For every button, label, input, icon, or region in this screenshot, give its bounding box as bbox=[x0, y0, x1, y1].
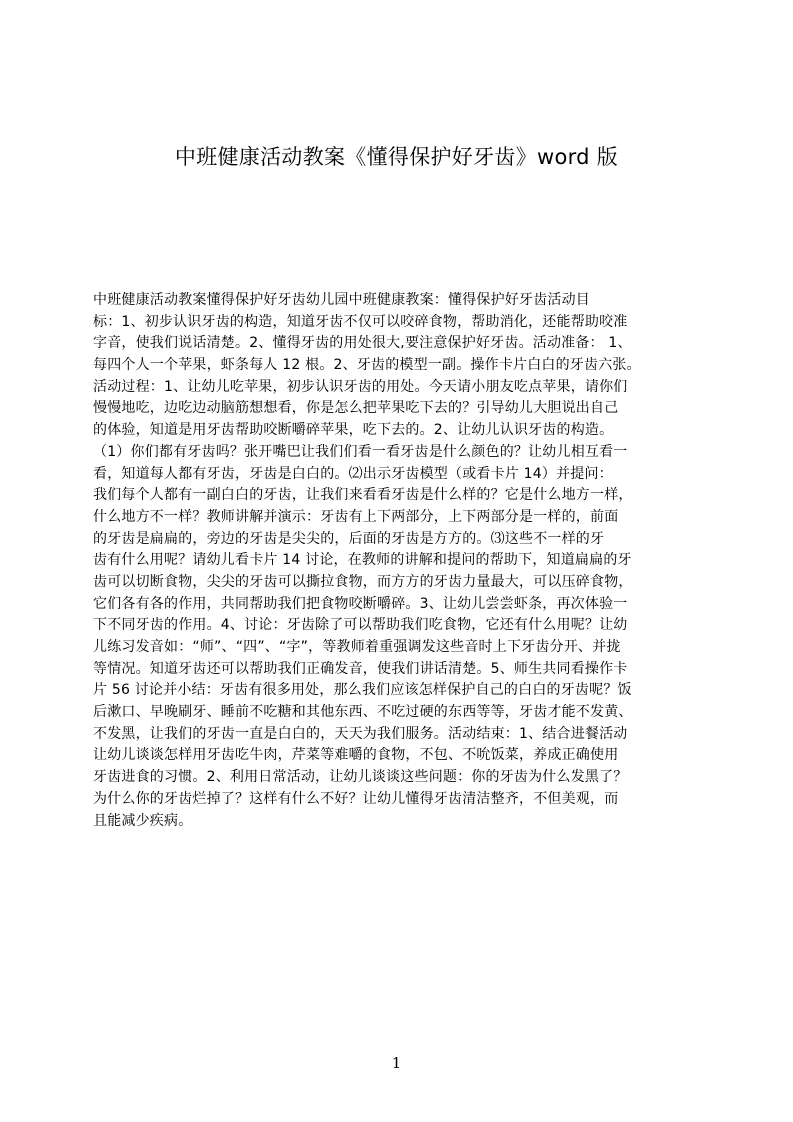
body-line: 齿可以切断食物，尖尖的牙齿可以撕拉食物，而方方的牙齿力量最大，可以压碎食物， bbox=[93, 573, 633, 590]
body-line: 让幼儿谈谈怎样用牙齿吃牛肉，芹菜等难嚼的食物，不包、不吮饭菜，养成正确使用 bbox=[93, 747, 619, 764]
body-line: 什么地方不一样？教师讲解并演示：牙齿有上下两部分，上下两部分是一样的，前面 bbox=[93, 508, 619, 525]
body-line: 且能减少疾病。 bbox=[93, 812, 193, 829]
body-line: 它们各有各的作用，共同帮助我们把食物咬断嚼碎。3、让幼儿尝尝虾条，再次体验一 bbox=[93, 595, 628, 612]
body-line: 字音，使我们说话清楚。2、懂得牙齿的用处很大,要注意保护好牙齿。活动准备： 1、 bbox=[93, 335, 632, 352]
body-line: 牙齿进食的习惯。2、利用日常活动，让幼儿谈谈这些问题：你的牙齿为什么发黑了？ bbox=[93, 769, 628, 786]
body-line: 儿练习发音如：“师”、“四”、“字”，等教师着重强调发这些音时上下牙齿分开、并拢 bbox=[93, 639, 621, 655]
document-title: 中班健康活动教案《懂得保护好牙齿》word 版 bbox=[174, 145, 619, 169]
body-line: 为什么你的牙齿烂掉了？这样有什么不好？让幼儿懂得牙齿清洁整齐，不但美观，而 bbox=[93, 790, 619, 807]
document-body bbox=[93, 290, 697, 832]
body-line: 每四个人一个苹果，虾条每人 12 根。2、牙齿的模型一副。操作卡片白白的牙齿六张。 bbox=[93, 357, 641, 374]
body-line: 中班健康活动教案懂得保护好牙齿幼儿园中班健康教案：懂得保护好牙齿活动目 bbox=[93, 292, 590, 308]
body-line: 标：1、初步认识牙齿的构造，知道牙齿不仅可以咬碎食物，帮助消化，还能帮助咬准 bbox=[93, 313, 628, 330]
body-line: 后漱口、早晚刷牙、睡前不吃糖和其他东西、不吃过硬的东西等等，牙齿才能不发黄、 bbox=[93, 704, 633, 721]
body-line: 看，知道每人都有牙齿，牙齿是白白的。⑵出示牙齿模型（或看卡片 14）并提问： bbox=[93, 465, 613, 482]
body-line: 的牙齿是扁扁的，旁边的牙齿是尖尖的，后面的牙齿是方方的。⑶这些不一样的牙 bbox=[93, 530, 605, 547]
body-line: 慢慢地吃，边吃边动脑筋想想看，你是怎么把苹果吃下去的？引导幼儿大胆说出自己 bbox=[93, 400, 619, 417]
body-line: 等情况。知道牙齿还可以帮助我们正确发音，使我们讲话清楚。5、师生共同看操作卡 bbox=[93, 660, 628, 677]
body-line: 活动过程：1、让幼儿吃苹果，初步认识牙齿的用处。今天请小朋友吃点苹果，请你们 bbox=[93, 378, 628, 395]
body-line: 片 56 讨论并小结：牙齿有很多用处，那么我们应该怎样保护自己的白白的牙齿呢？饭 bbox=[93, 682, 632, 699]
body-line: 齿有什么用呢？请幼儿看卡片 14 讨论，在教师的讲解和提问的帮助下，知道扁扁的牙 bbox=[93, 552, 632, 569]
page-number: 1 bbox=[391, 1054, 402, 1072]
body-line: 下不同牙齿的作用。4、讨论：牙齿除了可以帮助我们吃食物，它还有什么用呢？让幼 bbox=[93, 617, 628, 634]
body-line: 的体验，知道是用牙齿帮助咬断嚼碎苹果，吃下去的。2、让幼儿认识牙齿的构造。 bbox=[93, 422, 614, 439]
body-line: 不发黑，让我们的牙齿一直是白白的，天天为我们服务。活动结束：1、结合进餐活动 bbox=[93, 725, 628, 742]
body-line: （1）你们都有牙齿吗？张开嘴巴让我们们看一看牙齿是什么颜色的？让幼儿相互看一 bbox=[93, 443, 628, 460]
body-line: 我们每个人都有一副白白的牙齿，让我们来看看牙齿是什么样的？它是什么地方一样， bbox=[93, 487, 633, 504]
